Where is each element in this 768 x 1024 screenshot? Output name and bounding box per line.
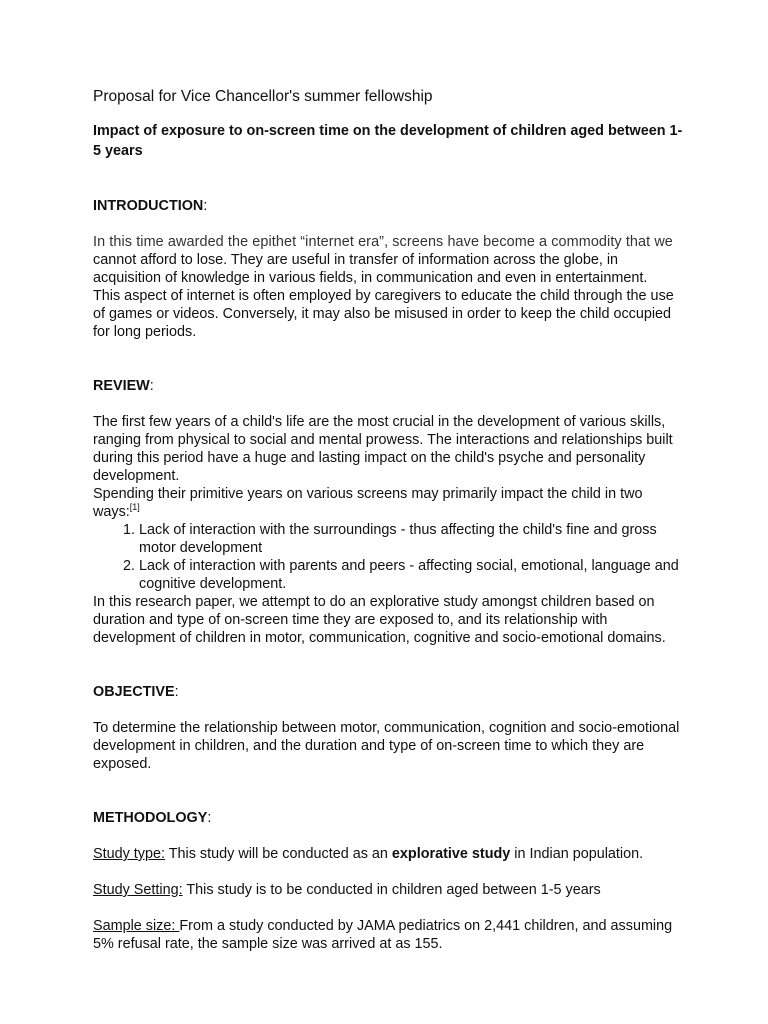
sample-size-label: Sample size: [93, 918, 180, 934]
review-heading-text: REVIEW [93, 378, 150, 394]
document-title: Proposal for Vice Chancellor's summer fellowship [93, 88, 433, 105]
introduction-paragraph-2: This aspect of internet is often employed by caregivers to educate the child through the use of games or videos. Conversely, it may also be misused in order to keep the child occupied for long periods. [93, 288, 674, 340]
review-paragraph-1: The first few years of a child's life are the most crucial in the development of various skills, ranging from physical to social and mental prowess. The interactions and relationships built during this period have a huge and lasting impact on the child's psyche and personality development. [93, 414, 673, 484]
review-paragraph-2-text: Spending their primitive years on various screens may primarily impact the child in two ways: [93, 486, 643, 520]
section-spacer [93, 647, 683, 683]
section-spacer [93, 773, 683, 809]
review-heading-colon: : [149, 378, 154, 394]
document-page [93, 87, 683, 971]
study-title: Impact of exposure to on-screen time on the development of children aged between 1-5 years [93, 123, 683, 159]
citation-reference: [1] [129, 502, 140, 513]
introduction-heading-text: INTRODUCTION [93, 198, 204, 214]
review-paragraph-2 [93, 485, 683, 521]
list-item: 1. Lack of interaction with the surroundings - thus affecting the child's fine and gross motor development [139, 521, 683, 557]
study-setting-line [93, 881, 683, 899]
objective-heading-text: OBJECTIVE [93, 684, 175, 700]
sample-size-line [93, 917, 683, 953]
methodology-heading-colon: : [207, 810, 212, 826]
study-type-bold: explorative study [391, 846, 511, 862]
objective-heading [93, 683, 683, 701]
introduction-paragraph [93, 233, 683, 287]
study-setting-label: Study Setting: [93, 882, 183, 898]
introduction-body: cannot afford to lose. They are useful in transfer of information across the globe, in acquisition of knowledge in various fields, in communication and even in entertainment. [93, 252, 648, 286]
study-type-pre: This study will be conducted as an [165, 846, 392, 862]
review-paragraph-3: In this research paper, we attempt to do an explorative study amongst children based on duration and type of on-screen time they are exposed to, and its relationship with development of children in motor, communication, cognitive and socio-emotional domains. [93, 594, 666, 646]
introduction-heading-colon: : [203, 198, 208, 214]
impact-list [93, 521, 683, 593]
sample-size-text: From a study conducted by JAMA pediatrics on 2,441 children, and assuming 5% refusal rate, the sample size was arrived at as 155. [93, 918, 673, 952]
objective-heading-colon: : [174, 684, 179, 700]
study-setting-text: This study is to be conducted in children aged between 1-5 years [182, 882, 601, 898]
section-spacer [93, 341, 683, 377]
list-item: 2. Lack of interaction with parents and peers - affecting social, emotional, language and cognitive development. [139, 557, 683, 593]
introduction-heading [93, 197, 683, 215]
methodology-heading-text: METHODOLOGY [93, 810, 208, 826]
study-type-post: in Indian population. [510, 846, 644, 862]
introduction-lead: In this time awarded the epithet “internet era”, screens have become a commodity that we [93, 234, 673, 250]
objective-paragraph: To determine the relationship between motor, communication, cognition and socio-emotional development in children, and the duration and type of on-screen time to which they are exposed. [93, 720, 680, 772]
study-type-line [93, 845, 683, 863]
review-heading [93, 377, 683, 395]
study-type-label: Study type: [93, 846, 165, 862]
methodology-heading [93, 809, 683, 827]
